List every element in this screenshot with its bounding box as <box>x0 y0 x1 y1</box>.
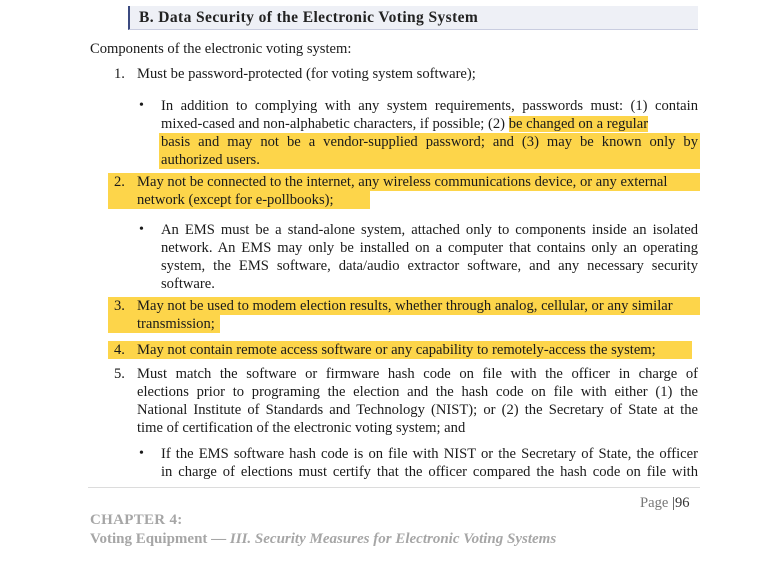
item-text: time of certification of the electronic voting system; and <box>137 420 466 436</box>
bullet-text: network. An EMS may only be installed on a computer that contains only an operating <box>161 240 698 256</box>
bullet-text: software. <box>161 276 215 292</box>
chapter-title-italic: III. Security Measures for Electronic Voting Systems <box>229 531 557 547</box>
item-text: transmission; <box>137 316 215 332</box>
section-heading-text: B. Data Security of the Electronic Voting System <box>139 9 479 26</box>
item-number: 1. <box>114 66 125 82</box>
item-number: 2. <box>114 174 125 190</box>
bullet-text: In addition to complying with any system requirements, passwords must: (1) contain <box>161 98 698 114</box>
bullet-text: An EMS must be a stand-alone system, attached only to components inside an isolated <box>161 222 698 238</box>
bullet-text: If the EMS software hash code is on file with NIST or the Secretary of State, the officer <box>161 446 698 462</box>
bullet-text: authorized users. <box>161 152 260 168</box>
item-text: Must be password-protected (for voting system software); <box>137 66 476 82</box>
chapter-title-plain: Voting Equipment — <box>90 531 230 547</box>
highlighted-text: be changed on a regular <box>508 116 649 132</box>
page-number <box>640 495 690 512</box>
chapter-title <box>90 531 556 548</box>
footer-divider <box>88 487 700 488</box>
item-number: 5. <box>114 366 125 382</box>
intro-text: Components of the electronic voting system: <box>90 41 352 57</box>
item-text: May not contain remote access software or any capability to remotely-access the system; <box>137 342 656 358</box>
item-text: elections prior to programing the election and the hash code on file with either (1) the <box>137 384 698 400</box>
page-separator: | <box>672 495 675 511</box>
item-text: May not be connected to the internet, any wireless communications device, or any external <box>137 174 668 190</box>
item-text: National Institute of Standards and Technology (NIST); or (2) the Secretary of State at the <box>137 402 698 418</box>
bullet-text: basis and may not be a vendor-supplied password; and (3) may be known only by <box>161 134 698 150</box>
item-text: network (except for e-pollbooks); <box>137 192 334 208</box>
bullet-marker: • <box>139 222 144 237</box>
bullet-marker: • <box>139 98 144 113</box>
page-number-value: 96 <box>674 495 690 511</box>
item-number: 4. <box>114 342 125 358</box>
item-text: May not be used to modem election results, whether through analog, cellular, or any similar <box>137 298 673 314</box>
chapter-label: CHAPTER 4: <box>90 512 183 528</box>
page-label: Page <box>640 495 669 511</box>
bullet-text: system, the EMS software, data/audio extractor software, and any necessary security <box>161 258 698 274</box>
bullet-text: in charge of elections must certify that the officer compared the hash code on file with <box>161 464 698 480</box>
bullet-marker: • <box>139 446 144 461</box>
bullet-text: mixed-cased and non-alphabetic characters, if possible; (2) be changed on a regular <box>161 116 649 132</box>
item-number: 3. <box>114 298 125 314</box>
item-text: Must match the software or firmware hash code on file with the officer in charge of <box>137 366 698 382</box>
section-heading <box>128 6 698 30</box>
